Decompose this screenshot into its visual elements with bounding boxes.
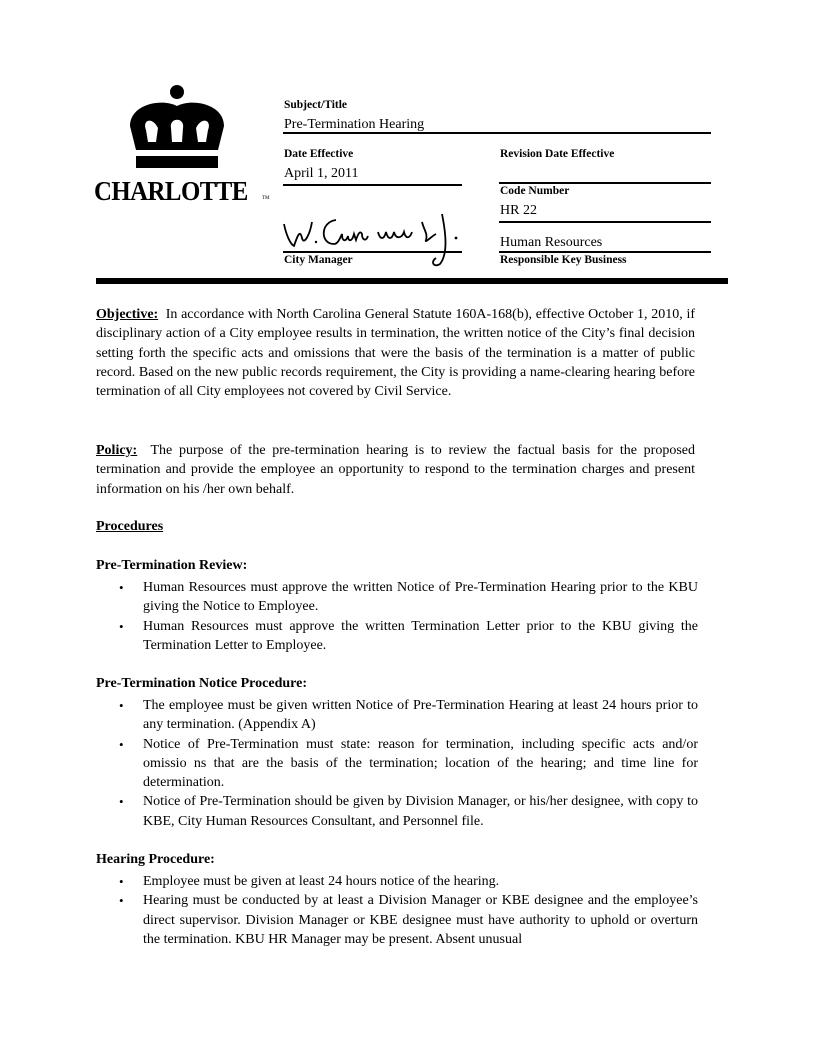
bullet-list [119,696,698,831]
section-title: Pre-Termination Review: [96,558,248,573]
subject-label: Subject/Title [284,99,348,111]
date-effective-label: Date Effective [284,148,354,160]
bullet-icon: • [119,618,124,634]
bullet-icon: • [119,874,124,889]
objective-text: In accordance with North Carolina General Statute 160A-168(b), effective October 1, 2010, if disciplinary action of a City employee results in termination, the written notice of the City’s final decision setting forth the specific acts and omissions that were the basis of the termination is a matter of public record. Based on the new public records requirement, the City is providing a name-clearing hearing before termination of all City employees not covered by Civil Service. [96,307,696,400]
list-item [119,578,698,617]
list-item-text: The employee must be given written Notice of Pre-Termination Hearing at least 24 hours prior to any termination. (Appendix A) [143,698,698,733]
trademark-mark: TM [262,196,270,201]
responsible-label: Responsible Key Business [500,254,627,266]
list-item-text: Notice of Pre-Termination should be given by Division Manager, or his/her designee, with copy to KBE, City Human Resources Consultant, and Personnel file. [143,794,698,829]
date-effective-rule [283,184,462,186]
list-item-text: Human Resources must approve the written Termination Letter prior to the KBU giving the Termination Letter to Employee. [143,618,698,653]
list-item [119,891,698,949]
objective-paragraph [96,305,695,401]
list-item [119,872,698,891]
bullet-icon: • [119,698,124,713]
code-number-rule [499,221,711,223]
list-item-text: Hearing must be conducted by at least a Division Manager or KBE designee and the employee’s direct supervisor. Division Manager or KBE designee must have authority to uphold or overturn the termination. KBU HR Manager may be present. Absent unusual [143,893,698,947]
revision-date-rule [499,182,711,184]
date-effective-value: April 1, 2011 [284,166,359,181]
list-item [119,696,698,735]
code-number-value: HR 22 [500,203,537,218]
header-divider [96,278,728,284]
subject-value: Pre-Termination Hearing [284,117,425,132]
charlotte-wordmark: CHARLOTTE [94,176,248,206]
bullet-icon: • [119,736,124,752]
policy-text: The purpose of the pre-termination hearing is to review the factual basis for the proposed termination and provide the employee an opportunity to respond to the termination charges and present information on his /her own behalf. [96,443,695,497]
section-title: Hearing Procedure: [96,852,215,867]
policy-paragraph [96,441,695,499]
list-item [119,792,698,831]
responsible-rule [499,251,711,253]
revision-date-label: Revision Date Effective [500,148,615,160]
bullet-list [119,578,698,655]
bullet-icon: • [119,794,124,810]
list-item-text: Human Resources must approve the written Notice of Pre-Termination Hearing prior to the KBU giving the Notice to Employee. [143,580,698,615]
list-item-text: Notice of Pre-Termination must state: reason for termination, including specific acts and/or omissio ns that are the basis of the termination; location of the hearing; and time line for determination. [143,736,698,791]
objective-label: Objective: [96,307,159,322]
bullet-icon: • [119,893,124,909]
policy-label: Policy: [96,443,138,458]
responsible-value: Human Resources [500,235,603,250]
list-item [119,617,698,656]
code-number-label: Code Number [500,185,570,197]
crown-logo-icon [122,84,232,174]
bullet-icon: • [119,580,124,595]
city-manager-rule [283,251,462,253]
subject-rule [283,132,711,134]
procedures-heading: Procedures [96,519,164,534]
bullet-list [119,872,698,949]
list-item-text: Employee must be given at least 24 hours notice of the hearing. [143,874,500,889]
city-manager-label: City Manager [284,254,353,266]
section-title: Pre-Termination Notice Procedure: [96,676,307,691]
list-item [119,735,698,793]
